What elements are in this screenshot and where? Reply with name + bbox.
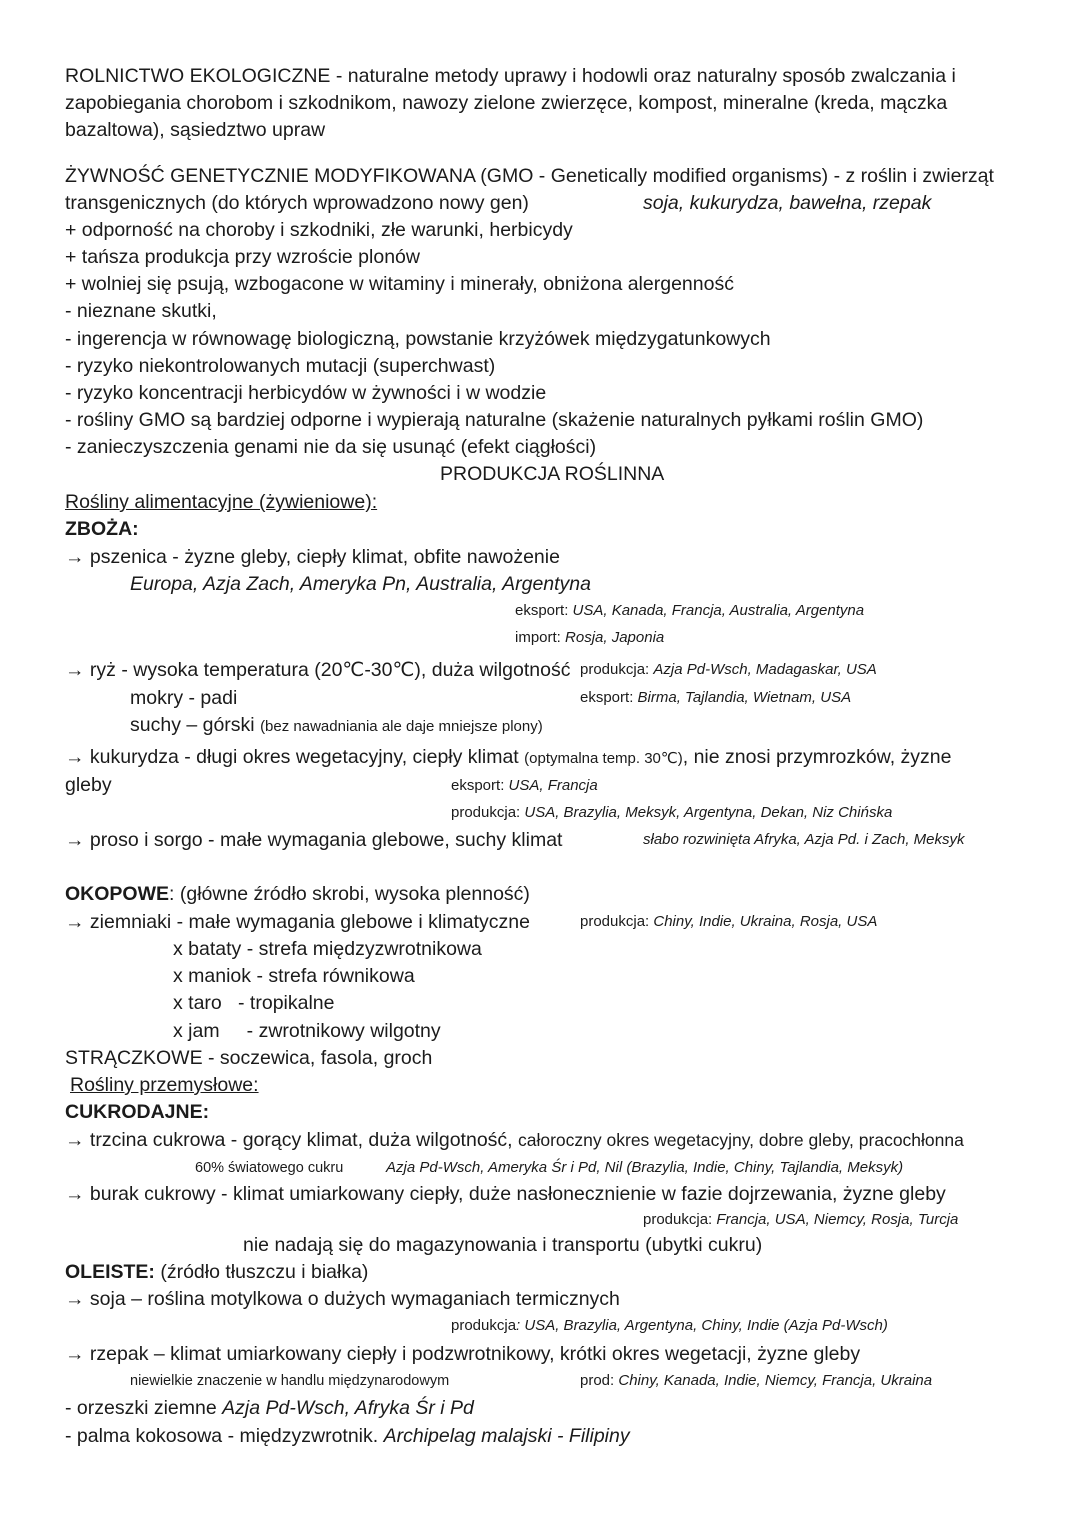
orzeszki-label: - orzeszki ziemne (65, 1397, 223, 1419)
pszenica-line: → pszenica - żyzne gleby, ciepły klimat, obfite nawożenie (65, 546, 560, 568)
orzeszki-line (65, 1396, 474, 1420)
production-countries: : USA, Brazylia, Argentyna, Chiny, Indie (Azja Pd-Wsch) (516, 1317, 888, 1334)
export-countries: USA, Francja (508, 777, 598, 794)
eko-line-1: ROLNICTWO EKOLOGICZNE - naturalne metody uprawy i hodowli oraz naturalny sposób zwalczania i (65, 65, 956, 87)
gmo-crops: soja, kukurydza, bawełna, rzepak (643, 192, 932, 214)
okopowe-sub-item: x bataty - strefa międzyzwrotnikowa (173, 938, 482, 960)
production-countries: Francja, USA, Niemcy, Rosja, Turcja (716, 1211, 959, 1228)
production-countries: Chiny, Indie, Ukraina, Rosja, USA (653, 913, 878, 930)
production-countries: Azja Pd-Wsch, Madagaskar, USA (653, 661, 877, 678)
export-label: eksport: (451, 777, 509, 794)
orzeszki-regions: Azja Pd-Wsch, Afryka Śr i Pd (222, 1397, 474, 1419)
export-label: eksport: (515, 602, 573, 619)
gmo-item: - rośliny GMO są bardziej odporne i wypierają naturalne (skażenie naturalnych pyłkami roślin GMO) (65, 409, 924, 431)
ryz-suchy-note: (bez nawadniania ale daje mniejsze plony) (260, 718, 543, 735)
gmo-item: + wolniej się psują, wzbogacone w witaminy i minerały, obniżona alergenność (65, 273, 734, 295)
gmo-item: - zanieczyszczenia genami nie da się usunąć (efekt ciągłości) (65, 436, 597, 458)
export-label: eksport: (580, 689, 638, 706)
kukurydza-part-1: → kukurydza - długi okres wegetacyjny, ciepły klimat (65, 746, 525, 768)
okopowe-desc: : (główne źródło skrobi, wysoka plenność) (169, 883, 530, 905)
ziemniaki-line: → ziemniaki - małe wymagania glebowe i klimatyczne (65, 911, 530, 933)
ryz-production (580, 660, 877, 680)
soja-line: → soja – roślina motylkowa o dużych wymaganiach termicznych (65, 1288, 620, 1310)
kukurydza-part-2: , nie znosi przymrozków, żyzne (682, 746, 952, 768)
kukurydza-production (451, 803, 892, 823)
oleiste-desc: (źródło tłuszczu i białka) (154, 1261, 369, 1283)
palma-regions: Archipelag malajski - Filipiny (383, 1425, 630, 1447)
production-countries: USA, Brazylia, Meksyk, Argentyna, Dekan, Niz Chińska (524, 804, 893, 821)
gmo-line-1: ŻYWNOŚĆ GENETYCZNIE MODYFIKOWANA (GMO - Genetically modified organisms) - z roślin i zwierząt (65, 165, 994, 187)
okopowe-title: OKOPOWE (65, 883, 170, 905)
eko-line-2: zapobiegania chorobom i szkodnikom, nawozy zielone zwierzęce, kompost, mineralne (kreda, mączka (65, 92, 948, 114)
burak-production (643, 1210, 958, 1230)
trzcina-regions: Azja Pd-Wsch, Ameryka Śr i Pd, Nil (Brazylia, Indie, Chiny, Tajlandia, Meksyk) (386, 1159, 904, 1176)
okopowe-sub-item: x maniok - strefa równikowa (173, 965, 415, 987)
pszenica-regions: Europa, Azja Zach, Ameryka Pn, Australia, Argentyna (130, 573, 591, 595)
okopowe-sub-item: x taro - tropikalne (173, 992, 335, 1014)
import-countries: Rosja, Japonia (565, 629, 665, 646)
eko-line-3: bazaltowa), sąsiedztwo upraw (65, 119, 326, 141)
rzepak-production (580, 1371, 932, 1391)
proso-regions: słabo rozwinięta Afryka, Azja Pd. i Zach, Meksyk (643, 831, 965, 848)
pszenica-import (515, 628, 664, 648)
production-label: produkcja: (580, 661, 654, 678)
gmo-line-2: transgenicznych (do których wprowadzono nowy gen) (65, 192, 529, 214)
gmo-item: - ryzyko niekontrolowanych mutacji (superchwast) (65, 355, 496, 377)
ryz-line: → ryż - wysoka temperatura (20℃-30℃), duża wilgotność (65, 659, 571, 681)
import-label: import: (515, 629, 566, 646)
trzcina-percent: 60% światowego cukru (195, 1160, 344, 1176)
zboza-heading: ZBOŻA: (65, 518, 139, 540)
burak-note: nie nadają się do magazynowania i transportu (ubytki cukru) (243, 1234, 763, 1256)
section-title: PRODUKCJA ROŚLINNA (440, 463, 665, 485)
production-label: produkcja (451, 1317, 517, 1334)
export-countries: USA, Kanada, Francja, Australia, Argentyna (572, 602, 865, 619)
trzcina-part-1: → trzcina cukrowa - gorący klimat, duża wilgotność, (65, 1129, 518, 1151)
palma-label: - palma kokosowa - międzyzwrotnik. (65, 1425, 384, 1447)
production-label: produkcja: (451, 804, 525, 821)
palma-line (65, 1424, 630, 1448)
proso-line: → proso i sorgo - małe wymagania glebowe, suchy klimat (65, 829, 563, 851)
straczkowe-line: STRĄCZKOWE - soczewica, fasola, groch (65, 1047, 433, 1069)
kukurydza-gleby: gleby (65, 774, 112, 796)
rzepak-line: → rzepak – klimat umiarkowany ciepły i podzwrotnikowy, krótki okres wegetacji, żyzne gleby (65, 1343, 861, 1365)
ryz-suchy (130, 713, 543, 737)
oleiste-heading (65, 1260, 368, 1284)
ziemniaki-production (580, 912, 877, 932)
pszenica-export (515, 601, 864, 621)
oleiste-title: OLEISTE: (65, 1261, 155, 1283)
gmo-item: + odporność na choroby i szkodniki, złe warunki, herbicydy (65, 219, 573, 241)
gmo-item: - ingerencja w równowagę biologiczną, powstanie krzyżówek międzygatunkowych (65, 328, 771, 350)
kukurydza-export (451, 776, 598, 796)
ryz-mokry: mokry - padi (130, 687, 238, 709)
przem-heading: Rośliny przemysłowe: (70, 1074, 259, 1096)
rzepak-note: niewielkie znaczenie w handlu międzynarodowym (130, 1373, 450, 1389)
burak-line: → burak cukrowy - klimat umiarkowany ciepły, duże nasłonecznienie w fazie dojrzewania, żyzne gleby (65, 1183, 946, 1205)
kukurydza-line (65, 745, 952, 769)
okopowe-sub-item: x jam - zwrotnikowy wilgotny (173, 1020, 441, 1042)
gmo-item: + tańsza produkcja przy wzroście plonów (65, 246, 420, 268)
production-label: produkcja: (580, 913, 654, 930)
kukurydza-temp-note: (optymalna temp. 30℃) (524, 750, 683, 767)
export-countries: Birma, Tajlandia, Wietnam, USA (637, 689, 852, 706)
trzcina-line (65, 1128, 964, 1152)
gmo-item: - nieznane skutki, (65, 300, 217, 322)
production-label: prod: (580, 1372, 619, 1389)
okopowe-heading (65, 882, 530, 906)
cukrodajne-heading: CUKRODAJNE: (65, 1101, 210, 1123)
alim-heading: Rośliny alimentacyjne (żywieniowe): (65, 491, 378, 513)
gmo-item: - ryzyko koncentracji herbicydów w żywności i w wodzie (65, 382, 547, 404)
soja-production (451, 1316, 888, 1336)
ryz-suchy-label: suchy – górski (130, 714, 261, 736)
production-countries: Chiny, Kanada, Indie, Niemcy, Francja, Ukraina (618, 1372, 933, 1389)
production-label: produkcja: (643, 1211, 717, 1228)
ryz-export (580, 688, 851, 708)
trzcina-part-2: całoroczny okres wegetacyjny, dobre gleby, pracochłonna (518, 1130, 964, 1150)
